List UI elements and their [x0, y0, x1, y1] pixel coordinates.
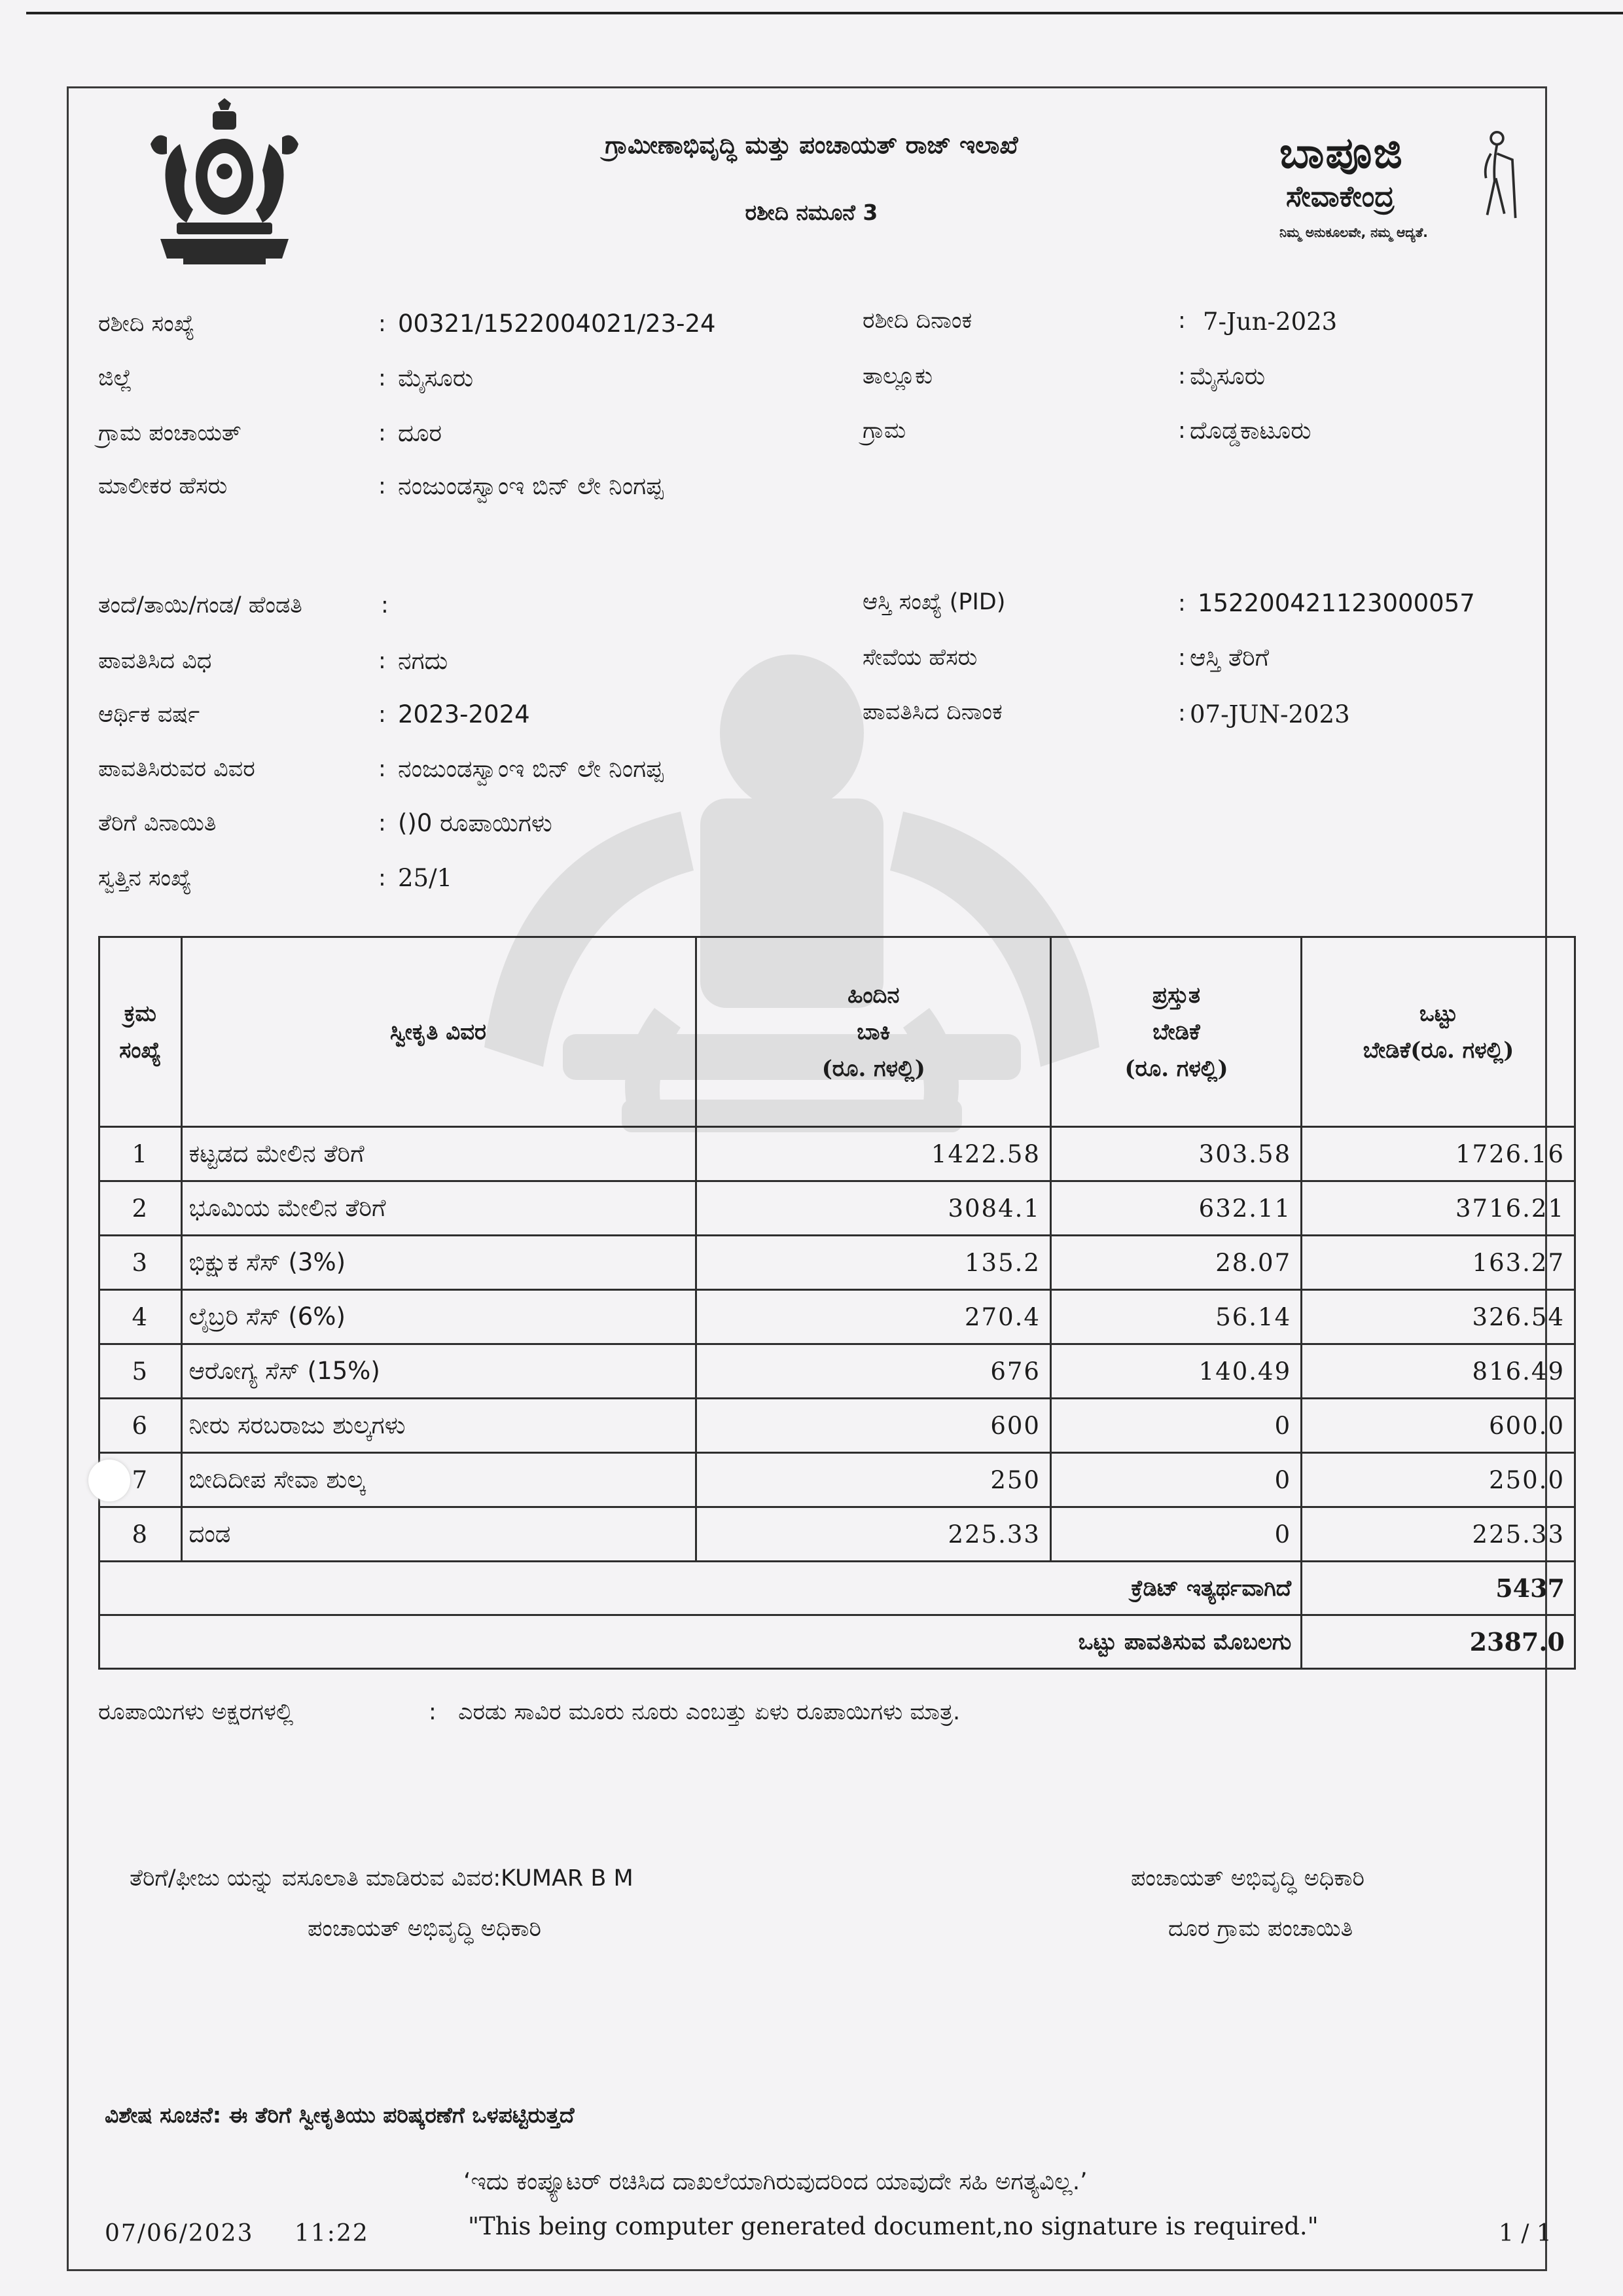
- collector-details: ತೆರಿಗೆ/ಫೀಜು ಯನ್ನು ವಸೂಲಾತಿ ಮಾಡಿರುವ ವಿವರ:KUMAR B M: [130, 1865, 633, 1892]
- total-payable-row: [99, 1615, 1575, 1669]
- row-total: 816.49: [1302, 1344, 1575, 1399]
- header-line: ಬಾಕಿ: [857, 1018, 891, 1045]
- table-row: [99, 1290, 1575, 1344]
- colon: :: [378, 756, 386, 782]
- header-total-demand: [1302, 937, 1575, 1127]
- page-number: 1 / 1: [1499, 2220, 1552, 2247]
- row-description: ನೀರು ಸರಬರಾಜು ಶುಲ್ಕಗಳು: [181, 1399, 696, 1453]
- row-total: 3716.21: [1302, 1181, 1575, 1236]
- row-current: 0: [1050, 1453, 1301, 1507]
- row-description: ಆರೋಗ್ಯ ಸೆಸ್ (15%): [181, 1344, 696, 1399]
- row-total: 250.0: [1302, 1453, 1575, 1507]
- total-payable-label: ಒಟ್ಟು ಪಾವತಿಸುವ ಮೊಬಲಗು: [99, 1615, 1302, 1669]
- bapuji-logo: [1279, 128, 1522, 249]
- colon: :: [378, 473, 386, 499]
- table-row: [99, 1453, 1575, 1507]
- colon: :: [1178, 308, 1186, 334]
- computer-generated-note-kn: ‘ಇದು ಕಂಪ್ಯೂಟರ್ ರಚಿಸಿದ ದಾಖಲೆಯಾಗಿರುವುದರಿಂದ ಯಾವುದೇ ಸಹಿ ಅಗತ್ಯವಿಲ್ಲ.’: [463, 2168, 1088, 2195]
- gram-panchayat-label: ಗ್ರಾಮ ಪಂಚಾಯತ್: [98, 420, 241, 446]
- amount-words-label: ರೂಪಾಯಿಗಳು ಅಕ್ಷರಗಳಲ್ಲಿ: [98, 1699, 294, 1725]
- property-number-label: ಸ್ವತ್ತಿನ ಸಂಖ್ಯೆ: [98, 865, 192, 891]
- gandhi-figure-icon: [1472, 128, 1522, 223]
- total-payable-value: 2387.0: [1302, 1615, 1575, 1669]
- row-sl: 7: [99, 1453, 182, 1507]
- table-header-row: [99, 937, 1575, 1127]
- receipt-date-label: ರಶೀದಿ ದಿನಾಂಕ: [863, 308, 972, 334]
- colon: :: [378, 648, 386, 674]
- footer-date: 07/06/2023: [105, 2220, 254, 2247]
- officer-title: ಪಂಚಾಯತ್ ಅಭಿವೃದ್ಧಿ ಅಧಿಕಾರಿ: [1131, 1865, 1364, 1892]
- punch-hole: [88, 1460, 130, 1501]
- tax-exemption-value: ()0 ರೂಪಾಯಿಗಳು: [398, 809, 552, 837]
- row-current: 0: [1050, 1507, 1301, 1562]
- row-description: ಬೀದಿದೀಪ ಸೇವಾ ಶುಲ್ಕ: [181, 1453, 696, 1507]
- logo-title: ಬಾಪೂಜಿ: [1279, 128, 1404, 178]
- colon: :: [378, 865, 386, 891]
- row-sl: 2: [99, 1181, 182, 1236]
- paid-date-value: 07-JUN-2023: [1190, 700, 1350, 728]
- row-sl: 4: [99, 1290, 182, 1344]
- row-sl: 1: [99, 1127, 182, 1181]
- row-sl: 3: [99, 1236, 182, 1290]
- row-current: 0: [1050, 1399, 1301, 1453]
- receipt-form-title: ರಶೀದಿ ನಮೂನೆ 3: [745, 200, 878, 225]
- row-previous: 676: [696, 1344, 1050, 1399]
- header-current-demand: [1050, 937, 1301, 1127]
- row-current: 303.58: [1050, 1127, 1301, 1181]
- row-previous: 250: [696, 1453, 1050, 1507]
- header-line: ಸಂಖ್ಯೆ: [119, 1037, 162, 1064]
- receipt-date-value: 7-Jun-2023: [1203, 308, 1338, 336]
- header-line: ಬೇಡಿಕೆ(ರೂ. ಗಳಲ್ಲಿ): [1363, 1037, 1514, 1064]
- computer-generated-note-en: "This being computer generated document,no signature is required.": [468, 2212, 1319, 2240]
- payment-mode-value: ನಗದು: [398, 647, 448, 675]
- logo-subtitle: ಸೇವಾಕೇಂದ್ರ: [1286, 180, 1395, 213]
- district-label: ಜಿಲ್ಲೆ: [98, 365, 132, 391]
- row-previous: 600: [696, 1399, 1050, 1453]
- amount-in-words: ಎರಡು ಸಾವಿರ ಮೂರು ನೂರು ಎಂಬತ್ತು ಏಳು ರೂಪಾಯಿಗಳು ಮಾತ್ರ.: [458, 1699, 961, 1725]
- row-total: 225.33: [1302, 1507, 1575, 1562]
- tax-exemption-label: ತೆರಿಗೆ ವಿನಾಯಿತಿ: [98, 810, 217, 836]
- colon: :: [1178, 363, 1186, 389]
- footer-time: 11:22: [294, 2220, 369, 2247]
- row-current: 140.49: [1050, 1344, 1301, 1399]
- row-description: ಕಟ್ಟಡದ ಮೇಲಿನ ತೆರಿಗೆ: [181, 1127, 696, 1181]
- payment-mode-label: ಪಾವತಿಸಿದ ವಿಧ: [98, 648, 212, 674]
- colon: :: [1178, 645, 1186, 671]
- table-row: [99, 1344, 1575, 1399]
- tax-table: [98, 936, 1576, 1670]
- colon: :: [378, 420, 386, 446]
- logo-tagline: ನಿಮ್ಮ ಅನುಕೂಲವೇ, ನಮ್ಮ ಆದ್ಯತೆ.: [1279, 224, 1428, 240]
- karnataka-emblem-icon: [141, 98, 308, 272]
- header-line: (ರೂ. ಗಳಲ್ಲಿ): [821, 1055, 925, 1082]
- taluk-value: ಮೈಸೂರು: [1190, 362, 1266, 390]
- row-description: ಭಿಕ್ಷುಕ ಸೆಸ್ (3%): [181, 1236, 696, 1290]
- financial-year-value: 2023-2024: [398, 700, 530, 728]
- district-value: ಮೈಸೂರು: [398, 364, 474, 392]
- header-line: ಕ್ರಮ: [124, 1000, 156, 1027]
- special-note: ವಿಶೇಷ ಸೂಚನೆ: ಈ ತೆರಿಗೆ ಸ್ವೀಕೃತಿಯು ಪರಿಷ್ಕರಣೆಗೆ ಒಳಪಟ್ಟಿರುತ್ತದೆ: [105, 2102, 575, 2128]
- colon: :: [1178, 418, 1186, 444]
- table-row: [99, 1127, 1575, 1181]
- row-total: 326.54: [1302, 1290, 1575, 1344]
- credit-label: ಕ್ರೆಡಿಟ್ ಇತ್ಯರ್ಥವಾಗಿದೆ: [99, 1562, 1302, 1615]
- table-row: [99, 1181, 1575, 1236]
- department-title: ಗ್ರಾಮೀಣಾಭಿವೃದ್ಧಿ ಮತ್ತು ಪಂಚಾಯತ್ ರಾಜ್ ಇಲಾಖೆ: [605, 131, 1018, 159]
- receipt-no-value: 00321/1522004021/23-24: [398, 310, 716, 338]
- receipt-no-label: ರಶೀದಿ ಸಂಖ್ಯೆ: [98, 311, 195, 337]
- header-line: ಹಿಂದಿನ: [847, 982, 900, 1009]
- taluk-label: ತಾಲ್ಲೂಕು: [863, 363, 933, 389]
- scan-top-edge: [26, 12, 1623, 14]
- colon: :: [381, 592, 389, 619]
- row-current: 56.14: [1050, 1290, 1301, 1344]
- header-sl-no: [99, 937, 182, 1127]
- colon: :: [1178, 590, 1186, 617]
- payer-details-value: ನಂಜುಂಡಸ್ವಾಂಇ ಬಿನ್ ಲೇ ನಿಂಗಪ್ಪ: [398, 755, 664, 783]
- relation-label: ತಂದೆ/ತಾಯಿ/ಗಂಡ/ ಹೆಂಡತಿ: [98, 592, 302, 619]
- header-description: ಸ್ವೀಕೃತಿ ವಿವರ: [181, 937, 696, 1127]
- row-previous: 1422.58: [696, 1127, 1050, 1181]
- header-previous-balance: [696, 937, 1050, 1127]
- row-total: 600.0: [1302, 1399, 1575, 1453]
- header-line: ಒಟ್ಟು: [1419, 1000, 1458, 1027]
- row-total: 1726.16: [1302, 1127, 1575, 1181]
- row-previous: 3084.1: [696, 1181, 1050, 1236]
- pid-value: 152200421123000057: [1198, 589, 1475, 617]
- credit-row: [99, 1562, 1575, 1615]
- row-previous: 225.33: [696, 1507, 1050, 1562]
- gram-panchayat-value: ದೂರ: [398, 419, 442, 447]
- table-row: [99, 1399, 1575, 1453]
- payer-details-label: ಪಾವತಿಸಿರುವರ ವಿವರ: [98, 756, 255, 782]
- row-description: ಭೂಮಿಯ ಮೇಲಿನ ತೆರಿಗೆ: [181, 1181, 696, 1236]
- pid-label: ಆಸ್ತಿ ಸಂಖ್ಯೆ (PID): [863, 589, 1006, 615]
- header-line: ಬೇಡಿಕೆ: [1152, 1018, 1200, 1045]
- row-current: 632.11: [1050, 1181, 1301, 1236]
- colon: :: [378, 365, 386, 391]
- colon: :: [1178, 700, 1186, 726]
- row-total: 163.27: [1302, 1236, 1575, 1290]
- colon: :: [378, 810, 386, 836]
- row-sl: 8: [99, 1507, 182, 1562]
- row-previous: 135.2: [696, 1236, 1050, 1290]
- village-label: ಗ್ರಾಮ: [863, 418, 906, 444]
- officer-office: ದೂರ ಗ್ರಾಮ ಪಂಚಾಯಿತಿ: [1168, 1916, 1353, 1942]
- property-number-value: 25/1: [398, 864, 453, 892]
- row-current: 28.07: [1050, 1236, 1301, 1290]
- header-line: ಪ್ರಸ್ತುತ: [1152, 982, 1201, 1009]
- row-description: ಲೈಬ್ರರಿ ಸೆಸ್ (6%): [181, 1290, 696, 1344]
- colon: :: [378, 702, 386, 728]
- village-value: ದೊಡ್ಡಕಾಟೂರು: [1190, 416, 1311, 444]
- owner-name-value: ನಂಜುಂಡಸ್ವಾಂಇ ಬಿನ್ ಲೇ ನಿಂಗಪ್ಪ: [398, 472, 664, 500]
- row-sl: 5: [99, 1344, 182, 1399]
- owner-name-label: ಮಾಲೀಕರ ಹೆಸರು: [98, 473, 228, 499]
- collector-title: ಪಂಚಾಯತ್ ಅಭಿವೃದ್ಧಿ ಅಧಿಕಾರಿ: [308, 1916, 541, 1942]
- header-line: (ರೂ. ಗಳಲ್ಲಿ): [1124, 1055, 1228, 1082]
- service-name-value: ಆಸ್ತಿ ತೆರಿಗೆ: [1190, 643, 1270, 672]
- row-description: ದಂಡ: [181, 1507, 696, 1562]
- paid-date-label: ಪಾವತಿಸಿದ ದಿನಾಂಕ: [863, 699, 1003, 725]
- table-row: [99, 1236, 1575, 1290]
- service-name-label: ಸೇವೆಯ ಹೆಸರು: [863, 645, 978, 671]
- row-sl: 6: [99, 1399, 182, 1453]
- row-previous: 270.4: [696, 1290, 1050, 1344]
- table-row: [99, 1507, 1575, 1562]
- colon: :: [378, 311, 386, 337]
- colon: :: [429, 1699, 437, 1725]
- credit-value: 5437: [1302, 1562, 1575, 1615]
- financial-year-label: ಆರ್ಥಿಕ ವರ್ಷ: [98, 702, 200, 728]
